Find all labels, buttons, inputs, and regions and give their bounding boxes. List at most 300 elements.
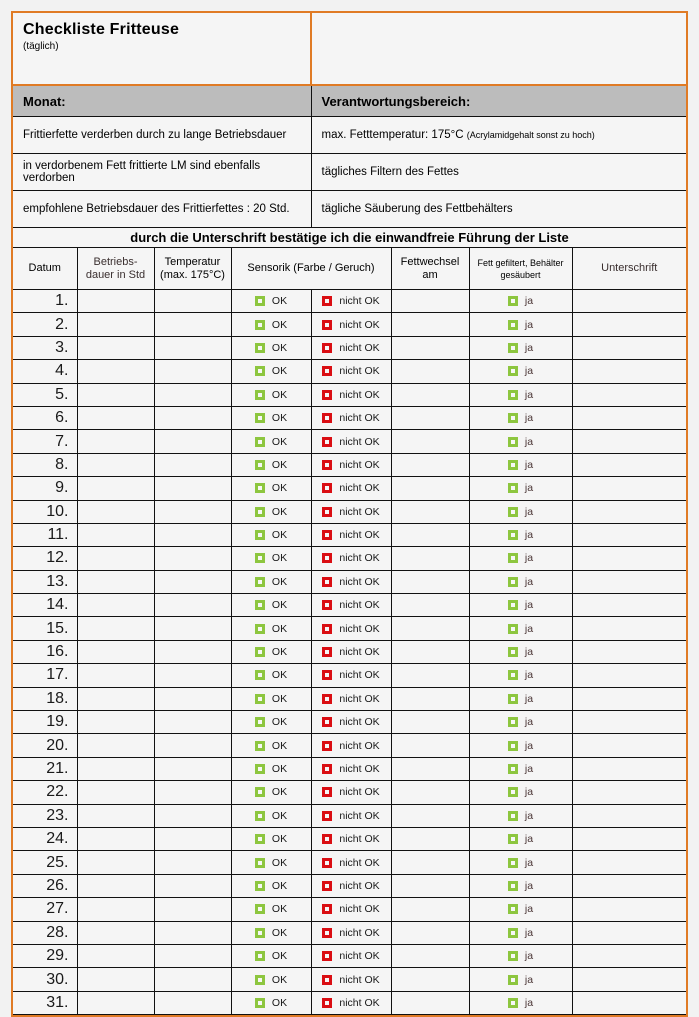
checkbox-ok-icon[interactable]	[255, 998, 265, 1008]
temperatur-input-cell[interactable]	[154, 617, 231, 640]
fettwechsel-input-cell[interactable]	[391, 406, 469, 429]
sensorik-ok-cell[interactable]	[231, 898, 311, 921]
checkbox-ja-icon[interactable]	[508, 296, 518, 306]
fett-gefiltert-cell[interactable]	[469, 968, 572, 991]
fett-gefiltert-cell[interactable]	[469, 547, 572, 570]
checkbox-ok-icon[interactable]	[255, 553, 265, 563]
sensorik-nicht-ok-cell[interactable]	[311, 687, 391, 710]
unterschrift-input-cell[interactable]	[572, 290, 686, 313]
temperatur-input-cell[interactable]	[154, 664, 231, 687]
checkbox-nicht-ok-icon[interactable]	[322, 647, 332, 657]
fett-gefiltert-cell[interactable]	[469, 921, 572, 944]
checkbox-nicht-ok-icon[interactable]	[322, 296, 332, 306]
fettwechsel-input-cell[interactable]	[391, 804, 469, 827]
checkbox-nicht-ok-icon[interactable]	[322, 928, 332, 938]
unterschrift-input-cell[interactable]	[572, 827, 686, 850]
fettwechsel-input-cell[interactable]	[391, 921, 469, 944]
betriebsdauer-input-cell[interactable]	[77, 594, 154, 617]
unterschrift-input-cell[interactable]	[572, 921, 686, 944]
temperatur-input-cell[interactable]	[154, 851, 231, 874]
fett-gefiltert-cell[interactable]	[469, 453, 572, 476]
temperatur-input-cell[interactable]	[154, 898, 231, 921]
unterschrift-input-cell[interactable]	[572, 406, 686, 429]
fettwechsel-input-cell[interactable]	[391, 851, 469, 874]
unterschrift-input-cell[interactable]	[572, 851, 686, 874]
checkbox-ja-icon[interactable]	[508, 928, 518, 938]
checkbox-nicht-ok-icon[interactable]	[322, 366, 332, 376]
sensorik-nicht-ok-cell[interactable]	[311, 290, 391, 313]
unterschrift-input-cell[interactable]	[572, 477, 686, 500]
checkbox-ok-icon[interactable]	[255, 413, 265, 423]
checkbox-nicht-ok-icon[interactable]	[322, 998, 332, 1008]
fettwechsel-input-cell[interactable]	[391, 640, 469, 663]
fett-gefiltert-cell[interactable]	[469, 734, 572, 757]
sensorik-nicht-ok-cell[interactable]	[311, 734, 391, 757]
betriebsdauer-input-cell[interactable]	[77, 874, 154, 897]
fettwechsel-input-cell[interactable]	[391, 874, 469, 897]
checkbox-ja-icon[interactable]	[508, 437, 518, 447]
sensorik-nicht-ok-cell[interactable]	[311, 406, 391, 429]
checkbox-ja-icon[interactable]	[508, 413, 518, 423]
temperatur-input-cell[interactable]	[154, 523, 231, 546]
temperatur-input-cell[interactable]	[154, 383, 231, 406]
sensorik-nicht-ok-cell[interactable]	[311, 944, 391, 967]
fettwechsel-input-cell[interactable]	[391, 290, 469, 313]
temperatur-input-cell[interactable]	[154, 757, 231, 780]
sensorik-ok-cell[interactable]	[231, 477, 311, 500]
fett-gefiltert-cell[interactable]	[469, 523, 572, 546]
checkbox-ok-icon[interactable]	[255, 858, 265, 868]
betriebsdauer-input-cell[interactable]	[77, 360, 154, 383]
checkbox-ja-icon[interactable]	[508, 694, 518, 704]
temperatur-input-cell[interactable]	[154, 827, 231, 850]
fettwechsel-input-cell[interactable]	[391, 383, 469, 406]
fett-gefiltert-cell[interactable]	[469, 991, 572, 1014]
fett-gefiltert-cell[interactable]	[469, 944, 572, 967]
temperatur-input-cell[interactable]	[154, 781, 231, 804]
checkbox-nicht-ok-icon[interactable]	[322, 858, 332, 868]
sensorik-ok-cell[interactable]	[231, 827, 311, 850]
fett-gefiltert-cell[interactable]	[469, 477, 572, 500]
checkbox-nicht-ok-icon[interactable]	[322, 600, 332, 610]
fettwechsel-input-cell[interactable]	[391, 430, 469, 453]
fettwechsel-input-cell[interactable]	[391, 664, 469, 687]
unterschrift-input-cell[interactable]	[572, 430, 686, 453]
checkbox-ja-icon[interactable]	[508, 390, 518, 400]
checkbox-ja-icon[interactable]	[508, 366, 518, 376]
fett-gefiltert-cell[interactable]	[469, 290, 572, 313]
sensorik-ok-cell[interactable]	[231, 453, 311, 476]
fettwechsel-input-cell[interactable]	[391, 360, 469, 383]
unterschrift-input-cell[interactable]	[572, 383, 686, 406]
sensorik-ok-cell[interactable]	[231, 360, 311, 383]
temperatur-input-cell[interactable]	[154, 360, 231, 383]
checkbox-nicht-ok-icon[interactable]	[322, 507, 332, 517]
sensorik-ok-cell[interactable]	[231, 383, 311, 406]
checkbox-nicht-ok-icon[interactable]	[322, 975, 332, 985]
checkbox-ok-icon[interactable]	[255, 717, 265, 727]
unterschrift-input-cell[interactable]	[572, 617, 686, 640]
betriebsdauer-input-cell[interactable]	[77, 827, 154, 850]
checkbox-ok-icon[interactable]	[255, 437, 265, 447]
unterschrift-input-cell[interactable]	[572, 664, 686, 687]
temperatur-input-cell[interactable]	[154, 594, 231, 617]
checkbox-ja-icon[interactable]	[508, 507, 518, 517]
temperatur-input-cell[interactable]	[154, 313, 231, 336]
betriebsdauer-input-cell[interactable]	[77, 523, 154, 546]
sensorik-ok-cell[interactable]	[231, 874, 311, 897]
fett-gefiltert-cell[interactable]	[469, 664, 572, 687]
unterschrift-input-cell[interactable]	[572, 336, 686, 359]
checkbox-ok-icon[interactable]	[255, 951, 265, 961]
unterschrift-input-cell[interactable]	[572, 711, 686, 734]
checkbox-nicht-ok-icon[interactable]	[322, 834, 332, 844]
betriebsdauer-input-cell[interactable]	[77, 406, 154, 429]
sensorik-ok-cell[interactable]	[231, 804, 311, 827]
fett-gefiltert-cell[interactable]	[469, 617, 572, 640]
fettwechsel-input-cell[interactable]	[391, 687, 469, 710]
fett-gefiltert-cell[interactable]	[469, 757, 572, 780]
betriebsdauer-input-cell[interactable]	[77, 944, 154, 967]
temperatur-input-cell[interactable]	[154, 711, 231, 734]
sensorik-nicht-ok-cell[interactable]	[311, 991, 391, 1014]
checkbox-ja-icon[interactable]	[508, 320, 518, 330]
unterschrift-input-cell[interactable]	[572, 804, 686, 827]
checkbox-ok-icon[interactable]	[255, 600, 265, 610]
fettwechsel-input-cell[interactable]	[391, 898, 469, 921]
betriebsdauer-input-cell[interactable]	[77, 851, 154, 874]
betriebsdauer-input-cell[interactable]	[77, 547, 154, 570]
temperatur-input-cell[interactable]	[154, 944, 231, 967]
checkbox-nicht-ok-icon[interactable]	[322, 787, 332, 797]
fett-gefiltert-cell[interactable]	[469, 430, 572, 453]
betriebsdauer-input-cell[interactable]	[77, 804, 154, 827]
sensorik-ok-cell[interactable]	[231, 336, 311, 359]
sensorik-nicht-ok-cell[interactable]	[311, 664, 391, 687]
sensorik-nicht-ok-cell[interactable]	[311, 711, 391, 734]
checkbox-nicht-ok-icon[interactable]	[322, 670, 332, 680]
fett-gefiltert-cell[interactable]	[469, 336, 572, 359]
sensorik-nicht-ok-cell[interactable]	[311, 430, 391, 453]
sensorik-ok-cell[interactable]	[231, 687, 311, 710]
sensorik-nicht-ok-cell[interactable]	[311, 594, 391, 617]
sensorik-ok-cell[interactable]	[231, 313, 311, 336]
checkbox-ja-icon[interactable]	[508, 881, 518, 891]
unterschrift-input-cell[interactable]	[572, 453, 686, 476]
temperatur-input-cell[interactable]	[154, 500, 231, 523]
temperatur-input-cell[interactable]	[154, 991, 231, 1014]
sensorik-ok-cell[interactable]	[231, 500, 311, 523]
checkbox-ok-icon[interactable]	[255, 764, 265, 774]
unterschrift-input-cell[interactable]	[572, 313, 686, 336]
sensorik-nicht-ok-cell[interactable]	[311, 336, 391, 359]
fettwechsel-input-cell[interactable]	[391, 991, 469, 1014]
sensorik-ok-cell[interactable]	[231, 851, 311, 874]
sensorik-ok-cell[interactable]	[231, 406, 311, 429]
checkbox-ok-icon[interactable]	[255, 904, 265, 914]
temperatur-input-cell[interactable]	[154, 430, 231, 453]
unterschrift-input-cell[interactable]	[572, 944, 686, 967]
unterschrift-input-cell[interactable]	[572, 991, 686, 1014]
checkbox-nicht-ok-icon[interactable]	[322, 717, 332, 727]
sensorik-ok-cell[interactable]	[231, 921, 311, 944]
betriebsdauer-input-cell[interactable]	[77, 383, 154, 406]
sensorik-ok-cell[interactable]	[231, 664, 311, 687]
sensorik-nicht-ok-cell[interactable]	[311, 640, 391, 663]
sensorik-nicht-ok-cell[interactable]	[311, 781, 391, 804]
fettwechsel-input-cell[interactable]	[391, 781, 469, 804]
checkbox-nicht-ok-icon[interactable]	[322, 320, 332, 330]
fettwechsel-input-cell[interactable]	[391, 734, 469, 757]
checkbox-nicht-ok-icon[interactable]	[322, 764, 332, 774]
fett-gefiltert-cell[interactable]	[469, 898, 572, 921]
checkbox-ja-icon[interactable]	[508, 530, 518, 540]
sensorik-nicht-ok-cell[interactable]	[311, 804, 391, 827]
checkbox-ja-icon[interactable]	[508, 811, 518, 821]
sensorik-nicht-ok-cell[interactable]	[311, 313, 391, 336]
fettwechsel-input-cell[interactable]	[391, 827, 469, 850]
sensorik-nicht-ok-cell[interactable]	[311, 898, 391, 921]
temperatur-input-cell[interactable]	[154, 406, 231, 429]
fett-gefiltert-cell[interactable]	[469, 851, 572, 874]
sensorik-nicht-ok-cell[interactable]	[311, 827, 391, 850]
checkbox-ja-icon[interactable]	[508, 553, 518, 563]
checkbox-ja-icon[interactable]	[508, 600, 518, 610]
unterschrift-input-cell[interactable]	[572, 874, 686, 897]
fettwechsel-input-cell[interactable]	[391, 617, 469, 640]
checkbox-nicht-ok-icon[interactable]	[322, 483, 332, 493]
betriebsdauer-input-cell[interactable]	[77, 781, 154, 804]
sensorik-ok-cell[interactable]	[231, 991, 311, 1014]
checkbox-nicht-ok-icon[interactable]	[322, 741, 332, 751]
fett-gefiltert-cell[interactable]	[469, 360, 572, 383]
betriebsdauer-input-cell[interactable]	[77, 968, 154, 991]
sensorik-nicht-ok-cell[interactable]	[311, 617, 391, 640]
checkbox-nicht-ok-icon[interactable]	[322, 437, 332, 447]
checkbox-nicht-ok-icon[interactable]	[322, 624, 332, 634]
unterschrift-input-cell[interactable]	[572, 523, 686, 546]
checkbox-ja-icon[interactable]	[508, 343, 518, 353]
checkbox-ok-icon[interactable]	[255, 741, 265, 751]
fettwechsel-input-cell[interactable]	[391, 968, 469, 991]
checkbox-ok-icon[interactable]	[255, 507, 265, 517]
fettwechsel-input-cell[interactable]	[391, 570, 469, 593]
checkbox-ok-icon[interactable]	[255, 928, 265, 938]
betriebsdauer-input-cell[interactable]	[77, 734, 154, 757]
checkbox-nicht-ok-icon[interactable]	[322, 390, 332, 400]
sensorik-ok-cell[interactable]	[231, 944, 311, 967]
temperatur-input-cell[interactable]	[154, 570, 231, 593]
checkbox-ok-icon[interactable]	[255, 460, 265, 470]
fett-gefiltert-cell[interactable]	[469, 570, 572, 593]
fett-gefiltert-cell[interactable]	[469, 687, 572, 710]
checkbox-nicht-ok-icon[interactable]	[322, 811, 332, 821]
temperatur-input-cell[interactable]	[154, 547, 231, 570]
sensorik-ok-cell[interactable]	[231, 781, 311, 804]
betriebsdauer-input-cell[interactable]	[77, 477, 154, 500]
temperatur-input-cell[interactable]	[154, 336, 231, 359]
fett-gefiltert-cell[interactable]	[469, 781, 572, 804]
betriebsdauer-input-cell[interactable]	[77, 757, 154, 780]
temperatur-input-cell[interactable]	[154, 453, 231, 476]
unterschrift-input-cell[interactable]	[572, 500, 686, 523]
betriebsdauer-input-cell[interactable]	[77, 664, 154, 687]
temperatur-input-cell[interactable]	[154, 687, 231, 710]
checkbox-ja-icon[interactable]	[508, 717, 518, 727]
fettwechsel-input-cell[interactable]	[391, 757, 469, 780]
checkbox-nicht-ok-icon[interactable]	[322, 553, 332, 563]
checkbox-ok-icon[interactable]	[255, 811, 265, 821]
unterschrift-input-cell[interactable]	[572, 781, 686, 804]
checkbox-nicht-ok-icon[interactable]	[322, 904, 332, 914]
unterschrift-input-cell[interactable]	[572, 640, 686, 663]
checkbox-ok-icon[interactable]	[255, 834, 265, 844]
checkbox-ok-icon[interactable]	[255, 577, 265, 587]
betriebsdauer-input-cell[interactable]	[77, 898, 154, 921]
betriebsdauer-input-cell[interactable]	[77, 640, 154, 663]
checkbox-ja-icon[interactable]	[508, 998, 518, 1008]
checkbox-ja-icon[interactable]	[508, 483, 518, 493]
sensorik-ok-cell[interactable]	[231, 594, 311, 617]
betriebsdauer-input-cell[interactable]	[77, 500, 154, 523]
fett-gefiltert-cell[interactable]	[469, 500, 572, 523]
sensorik-ok-cell[interactable]	[231, 757, 311, 780]
unterschrift-input-cell[interactable]	[572, 898, 686, 921]
sensorik-nicht-ok-cell[interactable]	[311, 383, 391, 406]
unterschrift-input-cell[interactable]	[572, 687, 686, 710]
temperatur-input-cell[interactable]	[154, 921, 231, 944]
checkbox-ja-icon[interactable]	[508, 460, 518, 470]
temperatur-input-cell[interactable]	[154, 968, 231, 991]
checkbox-ok-icon[interactable]	[255, 624, 265, 634]
sensorik-ok-cell[interactable]	[231, 968, 311, 991]
checkbox-ok-icon[interactable]	[255, 343, 265, 353]
unterschrift-input-cell[interactable]	[572, 570, 686, 593]
checkbox-ja-icon[interactable]	[508, 904, 518, 914]
verantwortungsbereich-label-cell[interactable]: Verantwortungsbereich:	[311, 85, 686, 117]
sensorik-ok-cell[interactable]	[231, 430, 311, 453]
checkbox-ja-icon[interactable]	[508, 647, 518, 657]
sensorik-ok-cell[interactable]	[231, 734, 311, 757]
sensorik-nicht-ok-cell[interactable]	[311, 921, 391, 944]
unterschrift-input-cell[interactable]	[572, 360, 686, 383]
sensorik-nicht-ok-cell[interactable]	[311, 757, 391, 780]
unterschrift-input-cell[interactable]	[572, 734, 686, 757]
sensorik-nicht-ok-cell[interactable]	[311, 570, 391, 593]
betriebsdauer-input-cell[interactable]	[77, 570, 154, 593]
betriebsdauer-input-cell[interactable]	[77, 453, 154, 476]
temperatur-input-cell[interactable]	[154, 804, 231, 827]
sensorik-nicht-ok-cell[interactable]	[311, 851, 391, 874]
sensorik-nicht-ok-cell[interactable]	[311, 523, 391, 546]
fettwechsel-input-cell[interactable]	[391, 453, 469, 476]
temperatur-input-cell[interactable]	[154, 477, 231, 500]
checkbox-ok-icon[interactable]	[255, 787, 265, 797]
checkbox-ok-icon[interactable]	[255, 296, 265, 306]
checkbox-nicht-ok-icon[interactable]	[322, 694, 332, 704]
unterschrift-input-cell[interactable]	[572, 968, 686, 991]
checkbox-ok-icon[interactable]	[255, 881, 265, 891]
sensorik-nicht-ok-cell[interactable]	[311, 968, 391, 991]
fettwechsel-input-cell[interactable]	[391, 336, 469, 359]
checkbox-nicht-ok-icon[interactable]	[322, 577, 332, 587]
checkbox-ja-icon[interactable]	[508, 764, 518, 774]
betriebsdauer-input-cell[interactable]	[77, 991, 154, 1014]
sensorik-ok-cell[interactable]	[231, 523, 311, 546]
checkbox-ja-icon[interactable]	[508, 787, 518, 797]
checkbox-nicht-ok-icon[interactable]	[322, 951, 332, 961]
betriebsdauer-input-cell[interactable]	[77, 430, 154, 453]
checkbox-ja-icon[interactable]	[508, 624, 518, 634]
temperatur-input-cell[interactable]	[154, 734, 231, 757]
betriebsdauer-input-cell[interactable]	[77, 711, 154, 734]
sensorik-ok-cell[interactable]	[231, 617, 311, 640]
fett-gefiltert-cell[interactable]	[469, 640, 572, 663]
temperatur-input-cell[interactable]	[154, 874, 231, 897]
fett-gefiltert-cell[interactable]	[469, 827, 572, 850]
fettwechsel-input-cell[interactable]	[391, 523, 469, 546]
sensorik-nicht-ok-cell[interactable]	[311, 453, 391, 476]
unterschrift-input-cell[interactable]	[572, 547, 686, 570]
unterschrift-input-cell[interactable]	[572, 594, 686, 617]
fett-gefiltert-cell[interactable]	[469, 874, 572, 897]
sensorik-nicht-ok-cell[interactable]	[311, 477, 391, 500]
sensorik-ok-cell[interactable]	[231, 290, 311, 313]
fettwechsel-input-cell[interactable]	[391, 711, 469, 734]
sensorik-ok-cell[interactable]	[231, 547, 311, 570]
betriebsdauer-input-cell[interactable]	[77, 336, 154, 359]
checkbox-ja-icon[interactable]	[508, 577, 518, 587]
checkbox-ok-icon[interactable]	[255, 483, 265, 493]
temperatur-input-cell[interactable]	[154, 640, 231, 663]
checkbox-ja-icon[interactable]	[508, 741, 518, 751]
sensorik-nicht-ok-cell[interactable]	[311, 500, 391, 523]
fett-gefiltert-cell[interactable]	[469, 594, 572, 617]
fett-gefiltert-cell[interactable]	[469, 711, 572, 734]
fett-gefiltert-cell[interactable]	[469, 804, 572, 827]
checkbox-ja-icon[interactable]	[508, 834, 518, 844]
checkbox-ja-icon[interactable]	[508, 951, 518, 961]
betriebsdauer-input-cell[interactable]	[77, 921, 154, 944]
betriebsdauer-input-cell[interactable]	[77, 313, 154, 336]
sensorik-nicht-ok-cell[interactable]	[311, 360, 391, 383]
checkbox-ok-icon[interactable]	[255, 670, 265, 680]
fett-gefiltert-cell[interactable]	[469, 313, 572, 336]
fettwechsel-input-cell[interactable]	[391, 944, 469, 967]
checkbox-nicht-ok-icon[interactable]	[322, 413, 332, 423]
temperatur-input-cell[interactable]	[154, 290, 231, 313]
checkbox-ok-icon[interactable]	[255, 390, 265, 400]
fettwechsel-input-cell[interactable]	[391, 547, 469, 570]
checkbox-nicht-ok-icon[interactable]	[322, 460, 332, 470]
fettwechsel-input-cell[interactable]	[391, 477, 469, 500]
betriebsdauer-input-cell[interactable]	[77, 617, 154, 640]
fett-gefiltert-cell[interactable]	[469, 383, 572, 406]
sensorik-nicht-ok-cell[interactable]	[311, 874, 391, 897]
monat-label-cell[interactable]: Monat:	[13, 85, 311, 117]
checkbox-ok-icon[interactable]	[255, 975, 265, 985]
fettwechsel-input-cell[interactable]	[391, 313, 469, 336]
checkbox-ok-icon[interactable]	[255, 530, 265, 540]
checkbox-ja-icon[interactable]	[508, 975, 518, 985]
checkbox-ja-icon[interactable]	[508, 858, 518, 868]
sensorik-ok-cell[interactable]	[231, 640, 311, 663]
checkbox-ja-icon[interactable]	[508, 670, 518, 680]
sensorik-ok-cell[interactable]	[231, 711, 311, 734]
fettwechsel-input-cell[interactable]	[391, 594, 469, 617]
betriebsdauer-input-cell[interactable]	[77, 290, 154, 313]
checkbox-nicht-ok-icon[interactable]	[322, 343, 332, 353]
